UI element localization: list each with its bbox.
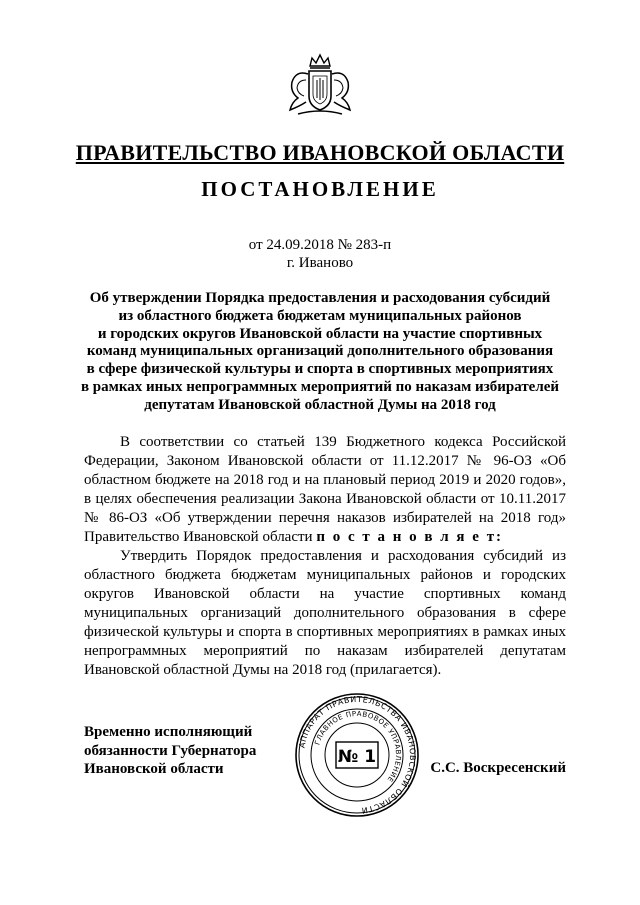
document-date-number: от 24.09.2018 № 283-п (248, 237, 392, 253)
subject-line: из областного бюджета бюджетам муниципальных районов (118, 307, 522, 324)
organization-name: ПРАВИТЕЛЬСТВО ИВАНОВСКОЙ ОБЛАСТИ (75, 140, 565, 165)
signatory-name: С.С. Воскресенский (430, 760, 566, 776)
body-paragraph-preamble (84, 433, 566, 547)
signatory-title-line: Временно исполняющий (84, 724, 253, 740)
official-stamp-icon (294, 692, 420, 818)
signatory-title-line: обязанности Губернатора (84, 742, 257, 759)
document-body (84, 433, 566, 680)
signatory-title (84, 723, 256, 779)
preamble-text: В соответствии со статьей 139 Бюджетного кодекса Российской Федерации, Законом Ивановской области от 11.12.2017 № 96-ОЗ «Об областном бюджете на 2018 год и на плановый период 2019 и 2020 годов», в целях обеспечения реализации Закона Ивановской области от 10.11.2017 № 86-ОЗ «Об утверждении перечня наказов избирателей на 2018 год» Правительство Ивановской области (84, 434, 566, 545)
document-type: ПОСТАНОВЛЕНИЕ (201, 177, 439, 201)
subject-line: Об утверждении Порядка предоставления и расходования субсидий (89, 290, 551, 306)
coat-of-arms-icon (284, 52, 356, 122)
seal-number: № 1 (337, 747, 377, 767)
subject-line: и городских округов Ивановской области на участие спортивных (97, 325, 543, 342)
document-subject (70, 290, 570, 415)
signatory-title-line: Ивановской области (84, 761, 224, 777)
seal-outer-text: АППАРАТ ПРАВИТЕЛЬСТВА ИВАНОВСКОЙ ОБЛАСТИ (297, 694, 418, 815)
document-date-number-block (0, 236, 640, 272)
seal-inner-text: ГЛАВНОЕ ПРАВОВОЕ УПРАВЛЕНИЕ (313, 709, 403, 784)
subject-line: депутатам Ивановской областной Думы на 2018 год (144, 396, 496, 413)
subject-line: команд муниципальных организаций дополнительного образования (86, 343, 554, 360)
document-city: г. Иваново (286, 255, 354, 271)
subject-line: в сфере физической культуры и спорта в спортивных мероприятиях (86, 361, 554, 378)
decree-word: п о с т а н о в л я е т: (316, 529, 504, 545)
body-paragraph-resolution: Утвердить Порядок предоставления и расходования субсидий из областного бюджета бюджетам муниципальных районов и городских округов Ивановской области на участие спортивных команд муниципальных организаций дополнительного образования в сфере физической культуры и спорта в спортивных мероприятиях в рамках иных непрограммных мероприятий по наказам избирателей депутатам Ивановской областной Думы на 2018 год (прилагается). (84, 548, 566, 678)
subject-line: в рамках иных непрограммных мероприятий по наказам избирателей (80, 378, 560, 395)
